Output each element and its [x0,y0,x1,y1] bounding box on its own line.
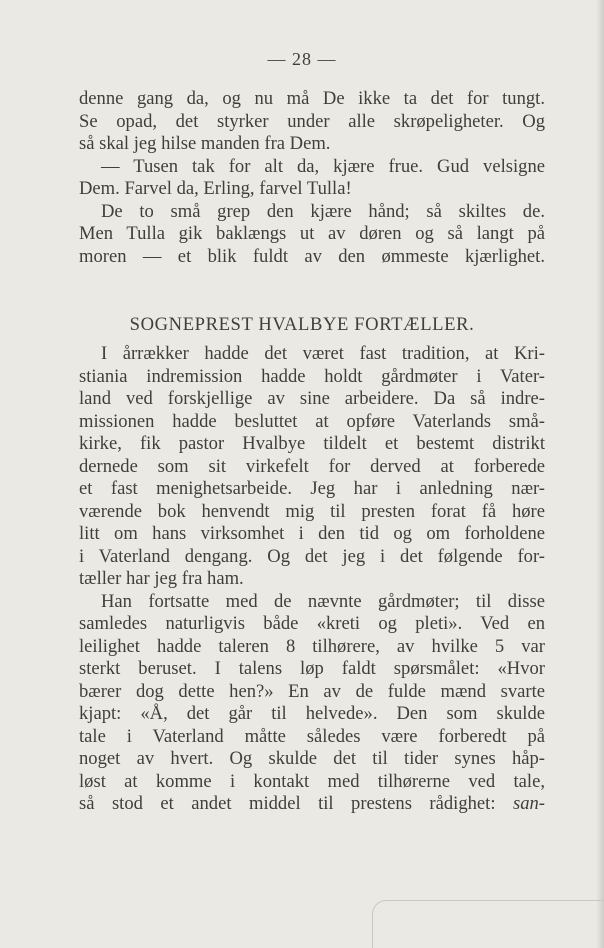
paragraph-block-main [79,343,545,816]
text-line: kirke, fik pastor Hvalbye tildelt et bestemt distrikt [79,433,545,454]
text-line: leilighet hadde taleren 8 tilhørere, av hvilke 5 var [79,635,545,657]
text-line-final-italic: san- [512,793,545,814]
text-line: dernede som sit virkefelt for derved at forberede [79,455,545,477]
text-line: stiania indremission hadde holdt gårdmøter i Vater- [79,365,545,387]
text-line: De to små grep den kjære hånd; så skiltes de. [101,200,545,222]
text-line: værende bok henvendt mig til presten forat få høre [79,500,545,522]
text-line: Dem. Farvel da, Erling, farvel Tulla! [79,178,352,199]
text-line: så skal jeg hilse manden fra Dem. [79,133,331,154]
text-line: denne gang da, og nu må De ikke ta det for tungt. [79,88,545,109]
text-line: kjapt: «Å, det går til helvede». Den som skulde [79,703,545,724]
text-line: noget av hvert. Og skulde det til tider synes håp- [79,748,545,769]
section-heading: SOGNEPREST HVALBYE FORTÆLLER. [129,314,475,335]
text-line: missionen hadde besluttet at opføre Vaterlands små- [79,410,545,432]
text-line: — Tusen tak for alt da, kjære frue. Gud velsigne [101,155,545,177]
text-line: Han fortsatte med de nævnte gårdmøter; til disse [101,590,545,612]
text-line: Se opad, det styrker under alle skrøpeligheter. Og [79,110,545,132]
text-line-final [79,793,545,816]
text-line-final-main: så stod et andet middel til prestens rådighet: [79,793,496,814]
text-line: moren — et blik fuldt av den ømmeste kjærlighet. [79,245,545,267]
text-line: et fast menighetsarbeide. Jeg har i anledning nær- [79,478,545,499]
paragraph-block-top [79,88,545,268]
text-line: land ved forskjellige av sine arbeidere. Da så indre- [79,388,545,409]
text-line: samledes naturligvis både «kreti og pleti». Ved en [79,613,545,634]
text-line: bærer dog dette hen?» En av de fulde mænd svarte [79,680,545,702]
text-line: litt om hans virksomhet i den tid og om forholdene [79,523,545,544]
text-line: sterkt beruset. I talens løp faldt spørsmålet: «Hvor [79,658,545,679]
page-corner-mark [372,900,604,948]
text-line: tæller har jeg fra ham. [79,568,244,589]
text-line: Men Tulla gik baklængs ut av døren og så langt på [79,223,545,244]
text-line: løst at komme i kontakt med tilhørerne ved tale, [79,770,545,792]
page-edge-shadow [596,0,604,948]
text-line: tale i Vaterland måtte således være forberedt på [79,725,545,747]
page-number: — 28 — [267,49,337,69]
text-line: i Vaterland dengang. Og det jeg i det følgende for- [79,545,545,567]
text-line: I årrækker hadde det været fast tradition, at Kri- [101,343,545,364]
